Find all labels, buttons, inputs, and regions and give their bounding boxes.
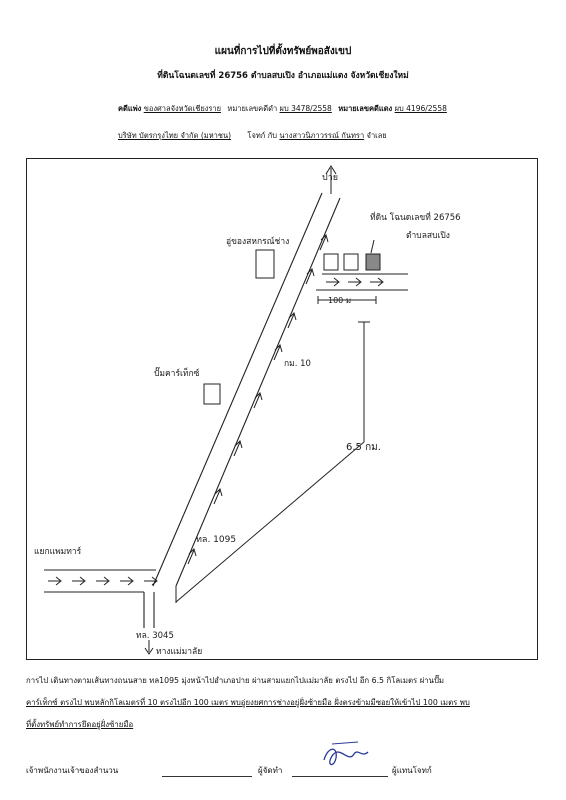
intersection-label: แยกแพมทาร์	[34, 547, 82, 557]
maker-signature-line	[292, 776, 388, 777]
road-edge-right	[176, 198, 340, 586]
sketch-map	[26, 158, 538, 660]
road-1095-label: ทล. 1095	[196, 535, 237, 545]
house-2	[344, 254, 358, 270]
north-label: ปาย	[322, 173, 339, 183]
black-no-label: หมายเลขคดีดำ	[227, 104, 278, 113]
km10-label: กม. 10	[284, 359, 311, 369]
directions-line-2: คาร์เท็กซ์ ตรงไป พบหลักกิโลเมตรที่ 10 ตรงไปอีก 100 เมตร พบอู่ยงยศการช่างอยู่ฝั่งซ้ายมือ ฝั่งตรงข้ามมีซอยให้เข้าไป 100 เมตร พบ	[26, 698, 470, 707]
officer-signature-line	[162, 776, 252, 777]
house-1	[324, 254, 338, 270]
route-arrows-horizontal	[48, 577, 157, 585]
parties-line	[118, 130, 387, 142]
officer-signature-label: เจ้าพนักงานเจ้าของสำนวน	[26, 766, 119, 775]
property-parcel	[366, 254, 380, 270]
to-maemalai-label: ทางแม่มาลัย	[156, 647, 203, 657]
property-sub-label: ตำบลสบเปิง	[406, 231, 450, 241]
maker-signature-label: ผู้จัดทำ	[258, 766, 283, 775]
road-3045-label: ทล. 3045	[136, 631, 174, 641]
directions-line-3: ที่ตั้งทรัพย์ทำการยึดอยู่ฝั่งซ้ายมือ	[26, 720, 134, 729]
property-pointer	[371, 240, 374, 253]
document-title: แผนที่การไปที่ตั้งทรัพย์พอสังเขป	[214, 46, 352, 57]
distance-100m-label: 100 ม	[328, 296, 352, 305]
plaintiff-rep-label: ผู้แทนโจทก์	[392, 766, 432, 775]
black-no: ผบ 3478/2558	[279, 104, 332, 113]
directions-text	[26, 670, 546, 736]
directions-line-1: การไป เดินทางตามเส้นทางถนนสาย ทล1095 มุ่งหน้าไปอำเภอปาย ผ่านสามแยกไปแม่มาลัย ตรงไป อีก 6.5 กิโลเมตร ผ่านปั๊ม	[26, 676, 445, 685]
red-no: ผบ 4196/2558	[394, 104, 447, 113]
property-label: ที่ดิน โฉนดเลขที่ 26756	[370, 213, 461, 223]
case-label: คดีแพ่ง	[118, 104, 142, 113]
side-road-arrows	[326, 278, 383, 286]
case-line	[118, 103, 447, 115]
land-deed-line: ที่ดินโฉนดเลขที่ 26756 ตำบลสบเปิง อำเภอแม่แตง จังหวัดเชียงใหม่	[157, 71, 409, 81]
red-no-label: หมายเลขคดีแดง	[338, 104, 393, 113]
gas-station-building	[204, 384, 220, 404]
handwritten-signature	[318, 738, 374, 774]
defendant-name: นางสาวนิภาวรรณ์ กันทรา	[279, 131, 365, 140]
road-edge-left	[153, 193, 322, 586]
plaintiff-label: โจทก์ กับ	[247, 131, 278, 140]
defendant-label: จำเลย	[366, 131, 387, 140]
court-name: ของศาลจังหวัดเชียงราย	[143, 104, 222, 113]
cooperative-building	[256, 250, 274, 278]
route-arrows-diagonal	[188, 235, 328, 564]
distance-65km-label: 6.5 กม.	[346, 442, 381, 453]
cooperative-label: อู่ของสหกรณ์ช่าง	[226, 237, 290, 247]
gas-station-label: ปั๊มคาร์เท็กซ์	[154, 369, 200, 379]
plaintiff-name: บริษัท บัตรกรุงไทย จำกัด (มหาชน)	[118, 131, 232, 140]
